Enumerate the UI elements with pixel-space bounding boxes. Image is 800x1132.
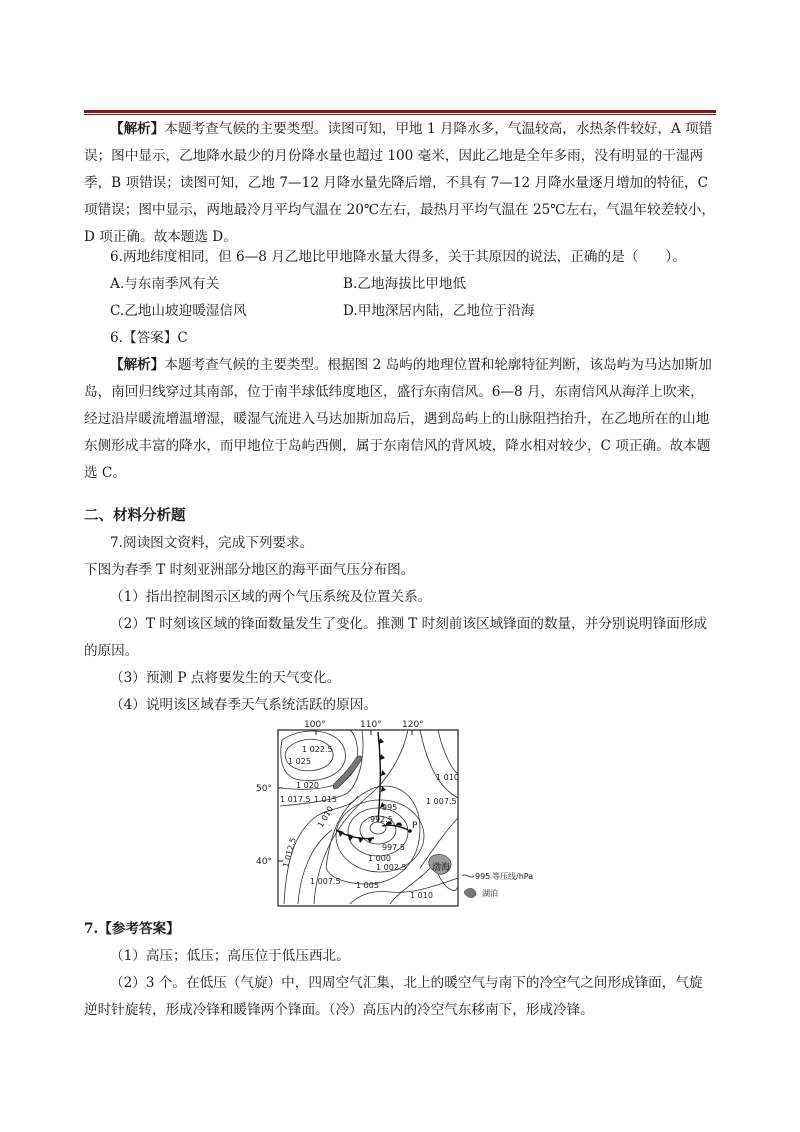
- question-7-intro: 下图为春季 T 时刻亚洲部分地区的海平面气压分布图。: [84, 562, 415, 578]
- isobar-label: 1 022.5: [302, 745, 333, 754]
- isobar-label: 997.5: [382, 843, 405, 852]
- question-7-stem: 7.阅读图文资料，完成下列要求。: [110, 535, 314, 551]
- isobar-labels: [280, 745, 459, 908]
- section-title: 二、材料分析题: [84, 508, 186, 524]
- analysis-text: 本题考查气候的主要类型。根据图 2 岛屿的地理位置和轮廓特征判断，该岛屿为马达加斯加岛，南回归线穿过其南部，位于南半球低纬度地区，盛行东南信风。6—8 月，东南信风从海洋上吹来，经过沿岸暖流增温增湿，暖湿气流进入马达加斯加岛后，遇到岛屿上的山脉阻挡抬升，在乙地所在的山地东侧形成丰富的降水，而甲地位于岛屿西侧，属于东南信风的背风坡，降水相对较少，C 项正确。故本题选 C。: [84, 357, 712, 481]
- front-triangle: [379, 738, 384, 744]
- lake: [333, 756, 361, 789]
- coastline: [438, 874, 458, 891]
- isobar: [285, 739, 333, 771]
- analysis-6: [84, 352, 716, 487]
- analysis-tag: 【解析】: [110, 121, 165, 137]
- question-7-part-3: （3）预测 P 点将要发生的天气变化。: [110, 670, 341, 686]
- isobar-label: 1 007.5: [426, 797, 457, 806]
- front-triangle: [367, 838, 373, 843]
- analysis-tag: 【解析】: [110, 357, 165, 373]
- header-rule: [84, 110, 716, 113]
- isobar-label: 1 012.5: [281, 836, 298, 869]
- lat-label: 50°: [256, 784, 272, 794]
- analysis-5: [84, 116, 716, 251]
- isobar-label: 1 017.5: [280, 795, 311, 804]
- answer-7-title: 7.【参考答案】: [84, 921, 180, 937]
- legend-lake-symbol: [464, 888, 476, 897]
- question-6-stem: 6.两地纬度相同，但 6—8 月乙地比甲地降水量大得多，关于其原因的说法，正确的是（ ）。: [110, 249, 686, 265]
- lon-label: 120°: [402, 720, 424, 730]
- front-triangle: [380, 754, 385, 760]
- answer-7-part-2: （2）3 个。在低压（气旋）中，四周空气汇集，北上的暖空气与南下的冷空气之间形成锋面，气旋逆时针旋转，形成冷锋和暖锋两个锋面。（冷）高压内的冷空气东移南下，形成冷锋。: [84, 975, 703, 1018]
- isobar-map: [256, 718, 534, 908]
- isobar-label: 1 025: [288, 757, 311, 766]
- option-c: C.乙地山坡迎暖湿信风: [110, 303, 247, 319]
- northern-front: [378, 732, 380, 822]
- front-triangle: [358, 837, 364, 843]
- front-triangle: [381, 786, 386, 792]
- cold-front-triangles: [338, 830, 373, 843]
- isobar-label: 1 010: [315, 804, 336, 829]
- lon-label: 100°: [304, 720, 326, 730]
- answer-7-part-1: （1）高压；低压；高压位于低压西北。: [110, 948, 350, 964]
- isobar-label: 992.5: [370, 815, 393, 824]
- isobar: [438, 730, 458, 774]
- sea-label: 渤海: [432, 863, 451, 873]
- legend-lake-text: 湖泊: [482, 889, 498, 898]
- question-7-part-1: （1）指出控制图示区域的两个气压系统及位置关系。: [110, 589, 432, 605]
- lat-label: 40°: [256, 857, 272, 867]
- answer-6: 6.【答案】C: [110, 330, 188, 346]
- isobar-label: 1 007.5: [310, 877, 341, 886]
- isobar-label: 1 002.5: [376, 863, 407, 872]
- question-7-part-4: （4）说明该区域春季天气系统活跃的原因。: [110, 697, 377, 713]
- legend-isobar-value: 995: [475, 872, 491, 881]
- analysis-text: 本题考查气候的主要类型。读图可知，甲地 1 月降水多，气温较高，水热条件较好，A 项错误；图中显示，乙地降水最少的月份降水量也超过 100 毫米，因此乙地是全年多雨，没有明显的干湿两季，B 项错误；读图可知，乙地 7—12 月降水量先降后增，不具有 7—12 月降水量逐月增加的特征，C 项错误；图中显示，两地最冷月平均气温在 20℃左右，最热月平均气温在 25℃左右，气温年较差较小，D 项正确。故本题选 D。: [84, 121, 715, 245]
- front-triangle: [381, 770, 386, 776]
- header-rule-thin: [84, 114, 716, 115]
- isobar-label: 995: [382, 803, 398, 812]
- isobar-label: 1 010: [410, 891, 433, 900]
- option-d: D.甲地深居内陆，乙地位于沿海: [343, 303, 535, 319]
- isobar-label: 1 005: [356, 881, 379, 890]
- question-7-part-2: （2）T 时刻该区域的锋面数量发生了变化。推测 T 时刻前该区域锋面的数量，并分别说明锋面形成的原因。: [84, 616, 708, 659]
- isobar: [281, 731, 346, 781]
- isobar: [420, 730, 458, 798]
- lon-label: 110°: [360, 720, 382, 730]
- isobar-label: 1 010: [436, 773, 459, 782]
- isobar-label: 1 000: [368, 854, 391, 863]
- isobar-label: 1 015: [314, 795, 337, 804]
- legend-isobar-symbol: [462, 875, 474, 877]
- point-p-label: P: [412, 821, 418, 831]
- isobar-label: 1 020: [296, 781, 319, 790]
- option-b: B.乙地海拔比甲地低: [343, 276, 467, 292]
- option-a: A.与东南季风有关: [110, 276, 220, 292]
- legend-isobar-text: 等压线/hPa: [492, 872, 534, 881]
